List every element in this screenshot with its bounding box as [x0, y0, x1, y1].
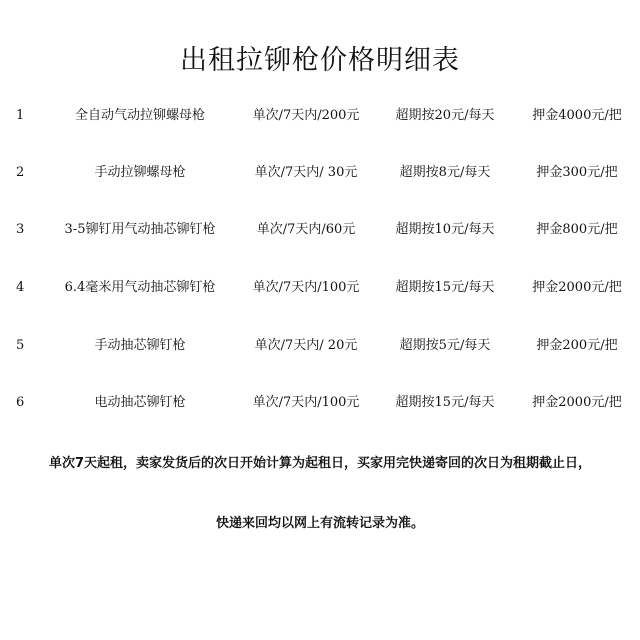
table-row: [0, 161, 640, 185]
rental-rate: 单次/7天内/60元: [256, 222, 356, 237]
deposit: 押金800元/把: [536, 222, 618, 237]
rental-rate: 单次/7天内/100元: [252, 280, 360, 295]
rental-rate: 单次/7天内/100元: [252, 395, 360, 410]
deposit: 押金2000元/把: [532, 395, 622, 410]
row-index: 3: [16, 222, 25, 237]
overdue-rate: 超期按15元/每天: [395, 280, 495, 295]
table-row: [0, 276, 640, 300]
table-row: [0, 218, 640, 242]
deposit: 押金200元/把: [536, 338, 618, 353]
item-name: 3-5铆钉用气动抽芯铆钉枪: [64, 222, 216, 237]
item-name: 手动抽芯铆钉枪: [94, 338, 186, 353]
table-row: [0, 391, 640, 415]
shipping-terms-note: 快递来回均以网上有流转记录为准。: [215, 516, 424, 531]
rental-rate: 单次/7天内/ 30元: [254, 165, 358, 180]
item-name: 6.4毫米用气动抽芯铆钉枪: [64, 280, 216, 295]
page-title: 出租拉铆枪价格明细表: [180, 45, 460, 76]
deposit: 押金300元/把: [536, 165, 618, 180]
table-row: [0, 334, 640, 358]
table-row: [0, 104, 640, 128]
rental-terms-note: 单次7天起租，卖家发货后的次日开始计算为起租日，买家用完快递寄回的次日为租期截止日，: [48, 456, 592, 471]
overdue-rate: 超期按20元/每天: [395, 108, 495, 123]
deposit: 押金4000元/把: [532, 108, 622, 123]
row-index: 4: [16, 280, 25, 295]
item-name: 电动抽芯铆钉枪: [94, 395, 186, 410]
row-index: 6: [16, 395, 25, 410]
overdue-rate: 超期按15元/每天: [395, 395, 495, 410]
item-name: 手动拉铆螺母枪: [94, 165, 186, 180]
overdue-rate: 超期按10元/每天: [395, 222, 495, 237]
rental-rate: 单次/7天内/ 20元: [254, 338, 358, 353]
overdue-rate: 超期按5元/每天: [399, 338, 491, 353]
rental-rate: 单次/7天内/200元: [252, 108, 360, 123]
overdue-rate: 超期按8元/每天: [399, 165, 491, 180]
row-index: 2: [16, 165, 25, 180]
item-name: 全自动气动拉铆螺母枪: [74, 108, 205, 123]
row-index: 5: [16, 338, 25, 353]
row-index: 1: [16, 108, 25, 123]
deposit: 押金2000元/把: [532, 280, 622, 295]
